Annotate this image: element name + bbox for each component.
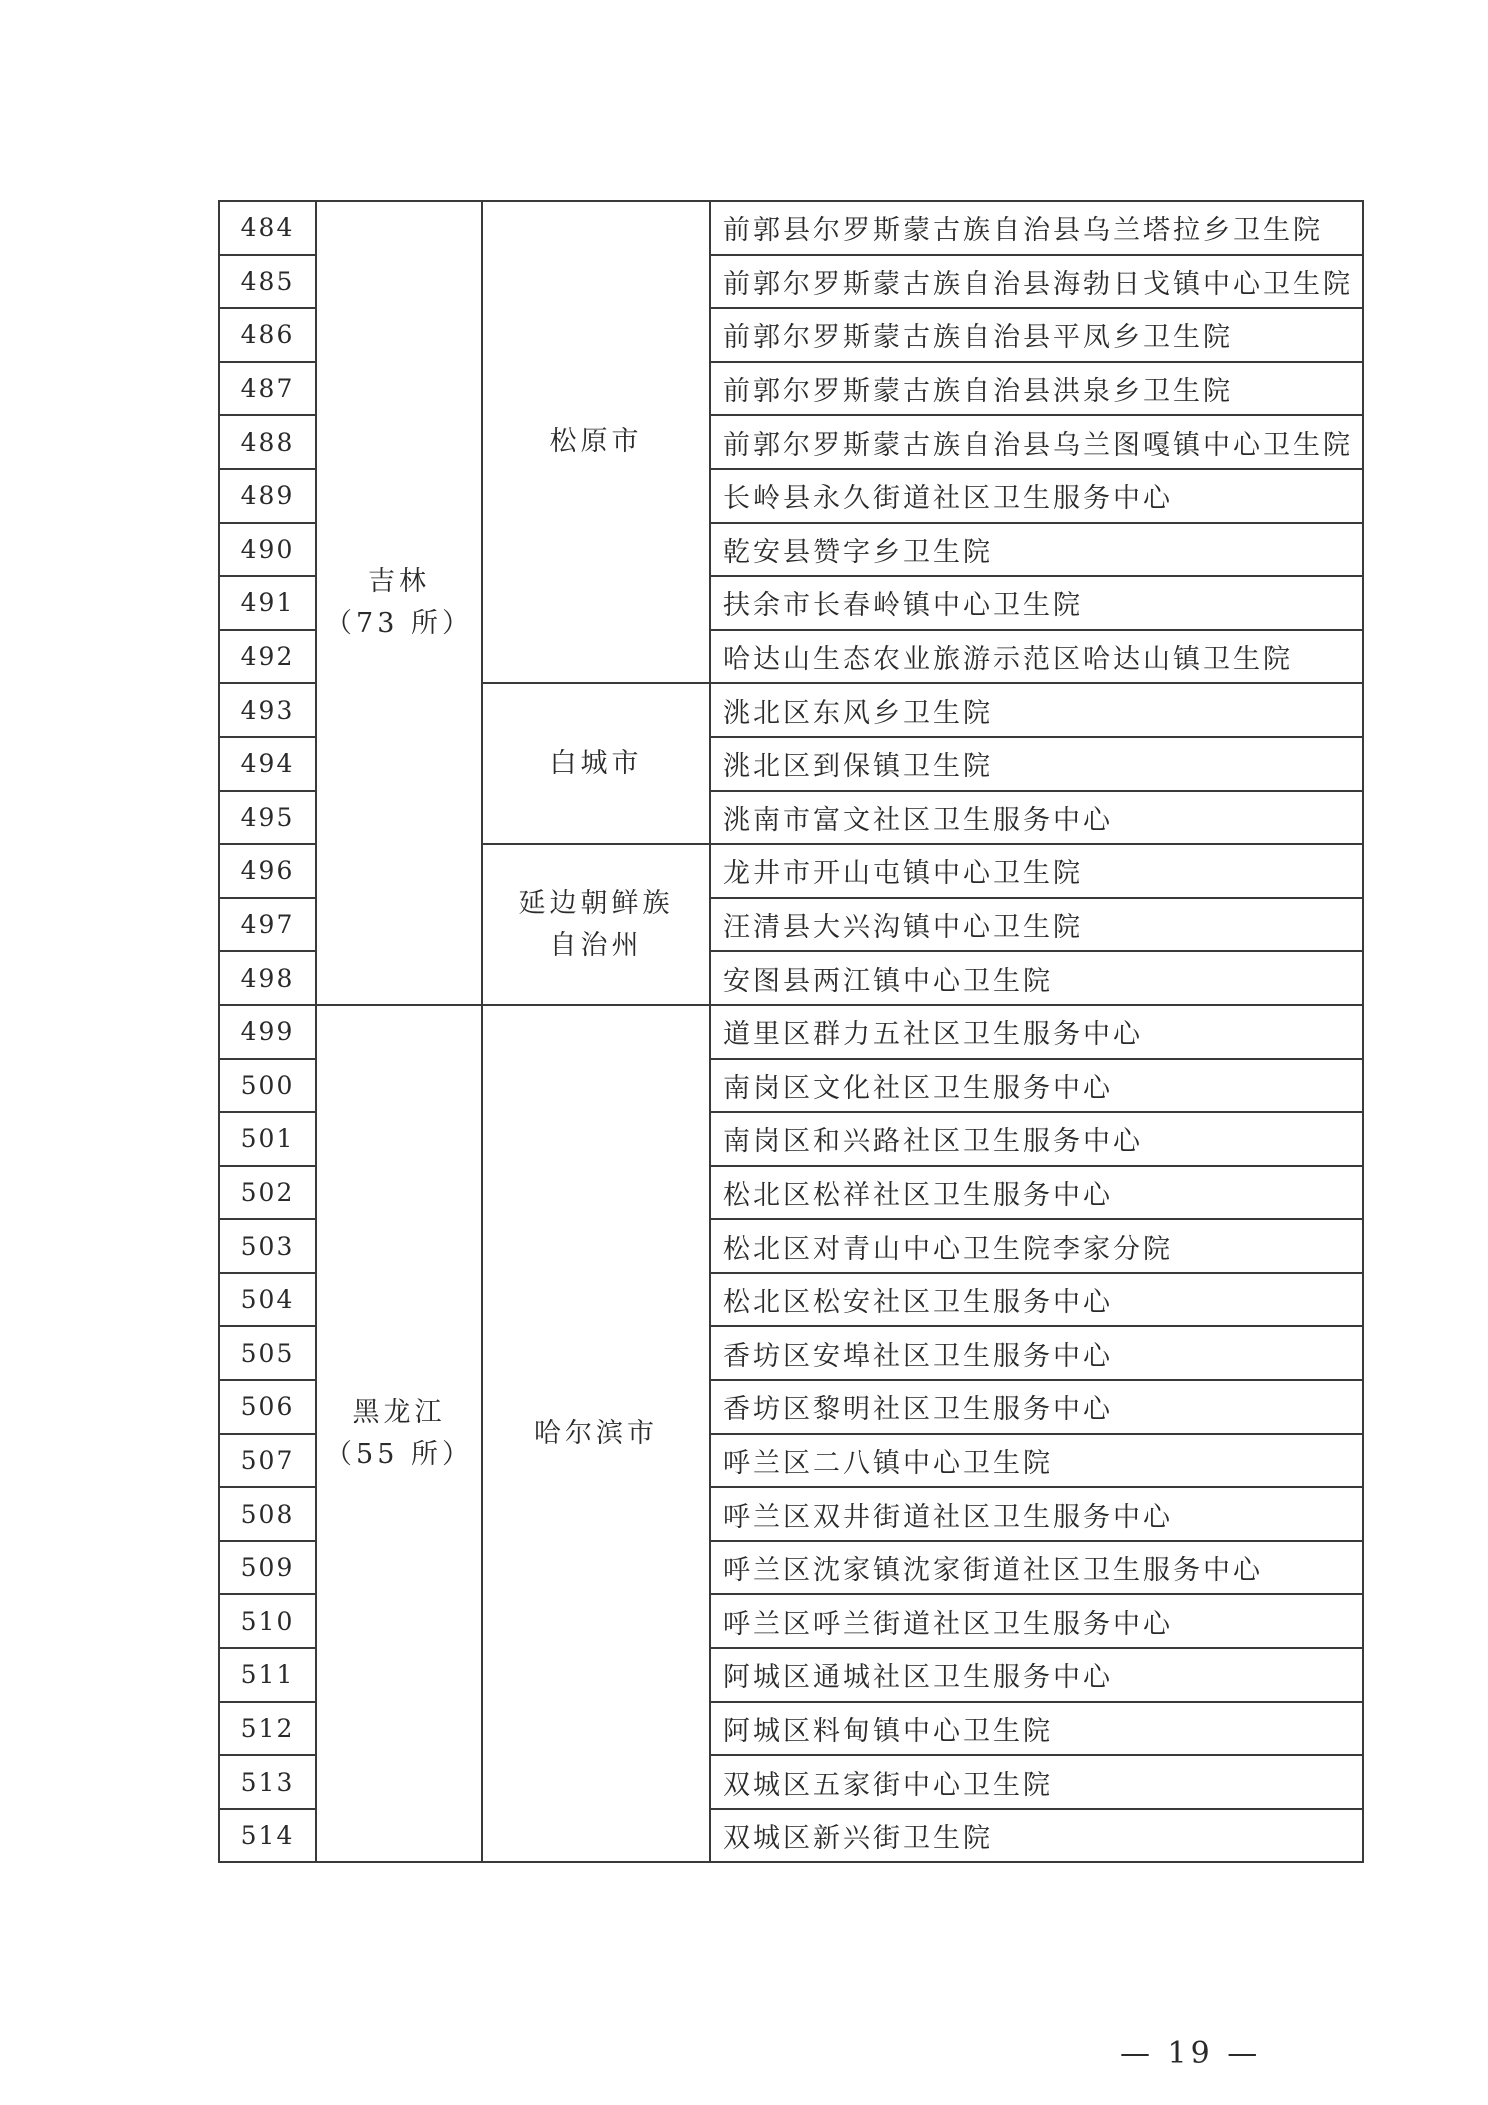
province-name: 吉林 — [368, 566, 430, 598]
institution-name: 香坊区黎明社区卫生服务中心 — [710, 1380, 1363, 1434]
institution-name: 南岗区和兴路社区卫生服务中心 — [710, 1112, 1363, 1166]
province-cell-jilin — [316, 201, 482, 1005]
row-number: 514 — [219, 1809, 316, 1863]
row-number: 504 — [219, 1273, 316, 1327]
row-number: 505 — [219, 1326, 316, 1380]
row-number: 502 — [219, 1166, 316, 1220]
row-number: 487 — [219, 362, 316, 416]
city-cell-songyuan: 松原市 — [482, 201, 710, 683]
institution-name: 洮北区东风乡卫生院 — [710, 683, 1363, 737]
city-name-line1: 延边朝鲜族 — [518, 887, 674, 919]
institution-name: 乾安县赞字乡卫生院 — [710, 523, 1363, 577]
table-row — [219, 201, 1363, 255]
city-cell-yanbian — [482, 844, 710, 1005]
province-count: （55 所） — [325, 1438, 473, 1470]
row-number: 488 — [219, 415, 316, 469]
row-number: 510 — [219, 1594, 316, 1648]
row-number: 493 — [219, 683, 316, 737]
institution-name: 双城区五家街中心卫生院 — [710, 1755, 1363, 1809]
row-number: 491 — [219, 576, 316, 630]
institution-name: 龙井市开山屯镇中心卫生院 — [710, 844, 1363, 898]
city-cell-baicheng: 白城市 — [482, 683, 710, 844]
row-number: 494 — [219, 737, 316, 791]
institution-name: 双城区新兴街卫生院 — [710, 1809, 1363, 1863]
institution-name: 前郭尔罗斯蒙古族自治县乌兰图嘎镇中心卫生院 — [710, 415, 1363, 469]
row-number: 513 — [219, 1755, 316, 1809]
row-number: 497 — [219, 898, 316, 952]
row-number: 512 — [219, 1702, 316, 1756]
row-number: 511 — [219, 1648, 316, 1702]
institution-name: 洮北区到保镇卫生院 — [710, 737, 1363, 791]
province-cell-heilongjiang — [316, 1005, 482, 1863]
row-number: 490 — [219, 523, 316, 577]
row-number: 508 — [219, 1487, 316, 1541]
province-name: 黑龙江 — [352, 1396, 446, 1428]
row-number: 507 — [219, 1434, 316, 1488]
row-number: 503 — [219, 1219, 316, 1273]
institution-name: 安图县两江镇中心卫生院 — [710, 951, 1363, 1005]
row-number: 506 — [219, 1380, 316, 1434]
row-number: 501 — [219, 1112, 316, 1166]
institution-name: 前郭县尔罗斯蒙古族自治县乌兰塔拉乡卫生院 — [710, 201, 1363, 255]
institution-name: 前郭尔罗斯蒙古族自治县洪泉乡卫生院 — [710, 362, 1363, 416]
institution-name: 洮南市富文社区卫生服务中心 — [710, 791, 1363, 845]
city-name-line2: 自治州 — [549, 929, 643, 961]
row-number: 489 — [219, 469, 316, 523]
hospital-list-table — [218, 200, 1364, 1863]
institution-name: 扶余市长春岭镇中心卫生院 — [710, 576, 1363, 630]
row-number: 509 — [219, 1541, 316, 1595]
row-number: 486 — [219, 308, 316, 362]
row-number: 485 — [219, 255, 316, 309]
institution-name: 前郭尔罗斯蒙古族自治县平凤乡卫生院 — [710, 308, 1363, 362]
institution-name: 道里区群力五社区卫生服务中心 — [710, 1005, 1363, 1059]
institution-name: 长岭县永久街道社区卫生服务中心 — [710, 469, 1363, 523]
institution-name: 阿城区料甸镇中心卫生院 — [710, 1702, 1363, 1756]
row-number: 484 — [219, 201, 316, 255]
institution-name: 汪清县大兴沟镇中心卫生院 — [710, 898, 1363, 952]
table-row — [219, 1005, 1363, 1059]
institution-name: 呼兰区双井街道社区卫生服务中心 — [710, 1487, 1363, 1541]
institution-name: 呼兰区二八镇中心卫生院 — [710, 1434, 1363, 1488]
row-number: 496 — [219, 844, 316, 898]
institution-name: 哈达山生态农业旅游示范区哈达山镇卫生院 — [710, 630, 1363, 684]
institution-name: 南岗区文化社区卫生服务中心 — [710, 1059, 1363, 1113]
institution-name: 前郭尔罗斯蒙古族自治县海勃日戈镇中心卫生院 — [710, 255, 1363, 309]
row-number: 500 — [219, 1059, 316, 1113]
institution-name: 松北区松祥社区卫生服务中心 — [710, 1166, 1363, 1220]
row-number: 495 — [219, 791, 316, 845]
institution-name: 松北区松安社区卫生服务中心 — [710, 1273, 1363, 1327]
row-number: 492 — [219, 630, 316, 684]
city-cell-harbin: 哈尔滨市 — [482, 1005, 710, 1863]
institution-name: 呼兰区呼兰街道社区卫生服务中心 — [710, 1594, 1363, 1648]
province-count: （73 所） — [325, 607, 473, 639]
institution-name: 香坊区安埠社区卫生服务中心 — [710, 1326, 1363, 1380]
institution-name: 松北区对青山中心卫生院李家分院 — [710, 1219, 1363, 1273]
row-number: 499 — [219, 1005, 316, 1059]
page-number: — 19 — — [1120, 2036, 1262, 2071]
institution-name: 呼兰区沈家镇沈家街道社区卫生服务中心 — [710, 1541, 1363, 1595]
institution-name: 阿城区通城社区卫生服务中心 — [710, 1648, 1363, 1702]
row-number: 498 — [219, 951, 316, 1005]
